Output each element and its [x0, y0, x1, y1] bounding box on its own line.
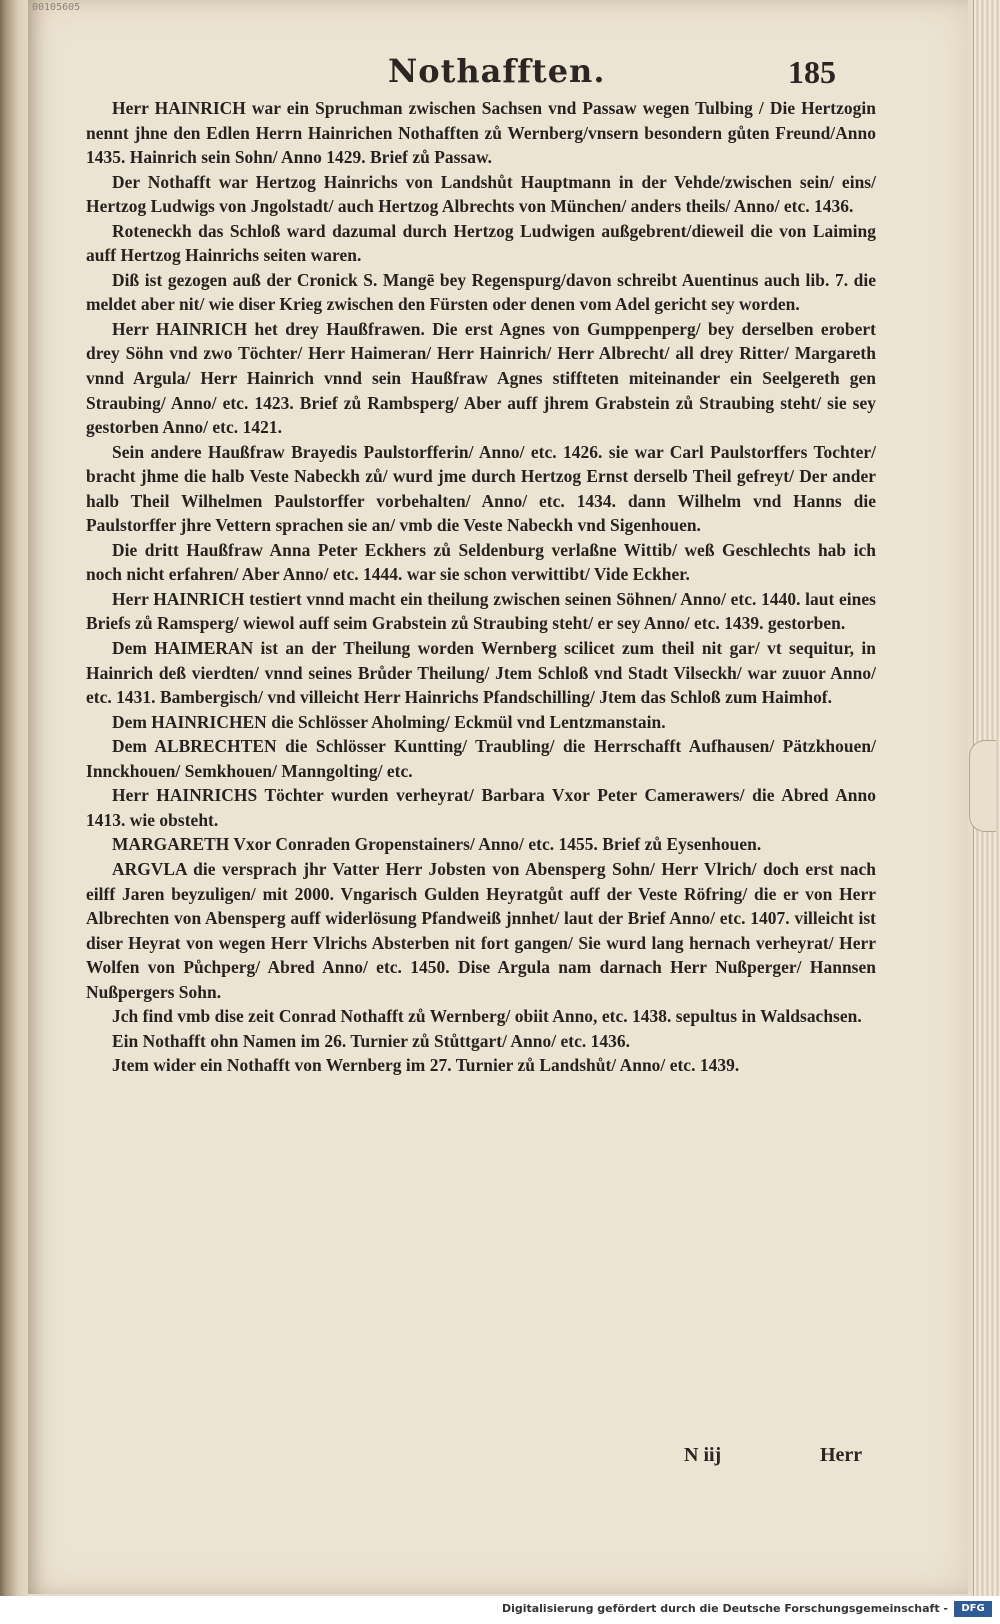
- paragraph: Herr HAINRICH testiert vnnd macht ein theilung zwischen seinen Söhnen/ Anno/ etc. 1440. laut eines Briefs zů Ramsperg/ wiewol auff seim Grabstein zů Straubing steht/ er sey Anno/ etc. 1439. gestorben.: [86, 588, 876, 634]
- paragraph: Roteneckh das Schloß ward dazumal durch Hertzog Ludwigen außgebrent/dieweil die von Laiming auff Hertzog Hainrichs seiten waren.: [86, 220, 876, 266]
- paragraph: Herr HAINRICHS Töchter wurden verheyrat/ Barbara Vxor Peter Camerawers/ die Abred Anno 1413. wie obsteht.: [86, 785, 876, 830]
- page-footer: [86, 1444, 876, 1474]
- paragraph: Dem HAIMERAN ist an der Theilung worden Wernberg scilicet zum theil nit gar/ vt sequitur, in Hainrich deß vierdten/ vnnd seines Brůder Theilung/ Jtem Schloß vnd Stadt Vilseckh/ war zuuor Anno/ etc. 1431. Bambergisch/ vnd villeicht Herr Hainrichs Pfandschilling/ Jtem das Schloß zum Haimhof.: [86, 638, 876, 708]
- credit-bar: [0, 1596, 1000, 1624]
- book-tab: [969, 740, 996, 832]
- paragraph: ARGVLA die versprach jhr Vatter Herr Jobsten von Abensperg Sohn/ Herr Vlrich/ doch erst nach eilff Jaren beyzuligen/ mit 2000. Vngarisch Gulden Heyratgůt auff der Veste Röfring/ die er von Herr Albrechten von Abensperg auff widerlösung Pfandweiß jnnhet/ laut der Brief Anno/ etc. 1407. villeicht ist diser Heyrat von wegen Herr Vlrichs Absterben nit fort gangen/ Sie wurd lang hernach verheyrat/ Herr Wolfen von Půchperg/ Abred Anno/ etc. 1450. Dise Argula nam darnach Herr Nußperger/ Hannsen Nußpergers Sohn.: [86, 858, 876, 1002]
- running-title: Nothafften.: [388, 52, 606, 90]
- paragraph: Sein andere Haußfraw Brayedis Paulstorfferin/ Anno/ etc. 1426. sie war Carl Paulstorffers Tochter/ bracht jhme die halb Veste Nabeckh zů/ wurd jme durch Hertzog Ernst derselb Theil gefreyt/ Der ander halb Theil Wilhelmen Paulstorffer vorbehalten/ Anno/ etc. 1434. dann Wilhelm vnd Hanns die Paulstorffer jhre Vettern sprachen sie an/ vmb die Veste Nabeckh vnd Sigenhouen.: [86, 441, 876, 536]
- library-stamp: 00105605: [32, 2, 81, 13]
- paragraph: Herr HAINRICH war ein Spruchman zwischen Sachsen vnd Passaw wegen Tulbing / Die Hertzogin nennt jhne den Edlen Herrn Hainrichen Nothafften zů Wernberg/vnsern besondern gůten Freund/Anno 1435. Hainrich sein Sohn/ Anno 1429. Brief zů Passaw.: [86, 98, 876, 168]
- book-page: [28, 0, 968, 1594]
- paragraph: Diß ist gezogen auß der Cronick S. Mangē bey Regenspurg/davon schreibt Auentinus auch lib. 7. die meldet aber nit/ wie diser Krieg zwischen den Fürsten oder denen vom Adel gericht sey worden.: [86, 269, 876, 315]
- catchword: Herr: [820, 1444, 863, 1466]
- paragraph: Dem HAINRICHEN die Schlösser Aholming/ Eckmül vnd Lentzmanstain.: [112, 711, 666, 732]
- paragraph: Jch find vmb dise zeit Conrad Nothafft zů Wernberg/ obiit Anno, etc. 1438. sepultus in Waldsachsen.: [112, 1006, 862, 1027]
- credit-text: Digitalisierung gefördert durch die Deutsche Forschungsgemeinschaft -: [501, 1602, 948, 1615]
- paragraph: Ein Nothafft ohn Namen im 26. Turnier zů Stůttgart/ Anno/ etc. 1436.: [112, 1030, 631, 1051]
- dfg-logo: DFG: [954, 1601, 992, 1617]
- paragraph: Jtem wider ein Nothafft von Wernberg im 27. Turnier zů Landshůt/ Anno/ etc. 1439.: [112, 1055, 740, 1076]
- paragraph: Die dritt Haußfraw Anna Peter Eckhers zů Seldenburg verlaßne Wittib/ weß Geschlechts hab ich noch nicht erfahren/ Aber Anno/ etc. 1444. war sie schon verwittibt/ Vide Eckher.: [86, 539, 876, 585]
- text-block: [86, 96, 876, 1466]
- paragraph: Der Nothafft war Hertzog Hainrichs von Landshůt Hauptmann in der Vehde/zwischen sein/ eins/ Hertzog Ludwigs von Jngolstadt/ auch Hertzog Albrechts von München/ anders theils/ Anno/ etc. 1436.: [86, 171, 876, 217]
- signature-mark: N iij: [684, 1444, 722, 1466]
- paragraph: MARGARETH Vxor Conraden Gropenstainers/ Anno/ etc. 1455. Brief zů Eysenhouen.: [112, 834, 762, 855]
- paragraph: Dem ALBRECHTEN die Schlösser Kuntting/ Traubling/ die Herrschafft Aufhausen/ Pätzkhouen/ Innckhouen/ Semkhouen/ Manngolting/ etc.: [86, 736, 876, 781]
- running-head: [28, 52, 968, 92]
- page-number: 185: [788, 54, 836, 90]
- paragraph: Herr HAINRICH het drey Haußfrawen. Die erst Agnes von Gumppenperg/ bey derselben erobert drey Söhn vnd zwo Töchter/ Herr Haimeran/ Herr Hainrich/ Herr Albrecht/ all drey Ritter/ Margareth vnnd Argula/ Herr Hainrich vnnd sein Haußfraw Agnes stiffteten miteinander ein Seelgereth gen Straubing/ Anno/ etc. 1423. Brief zů Rambsperg/ Aber auff jhrem Grabstein zů Straubing steht/ sie sey gestorben Anno/ etc. 1421.: [86, 318, 876, 438]
